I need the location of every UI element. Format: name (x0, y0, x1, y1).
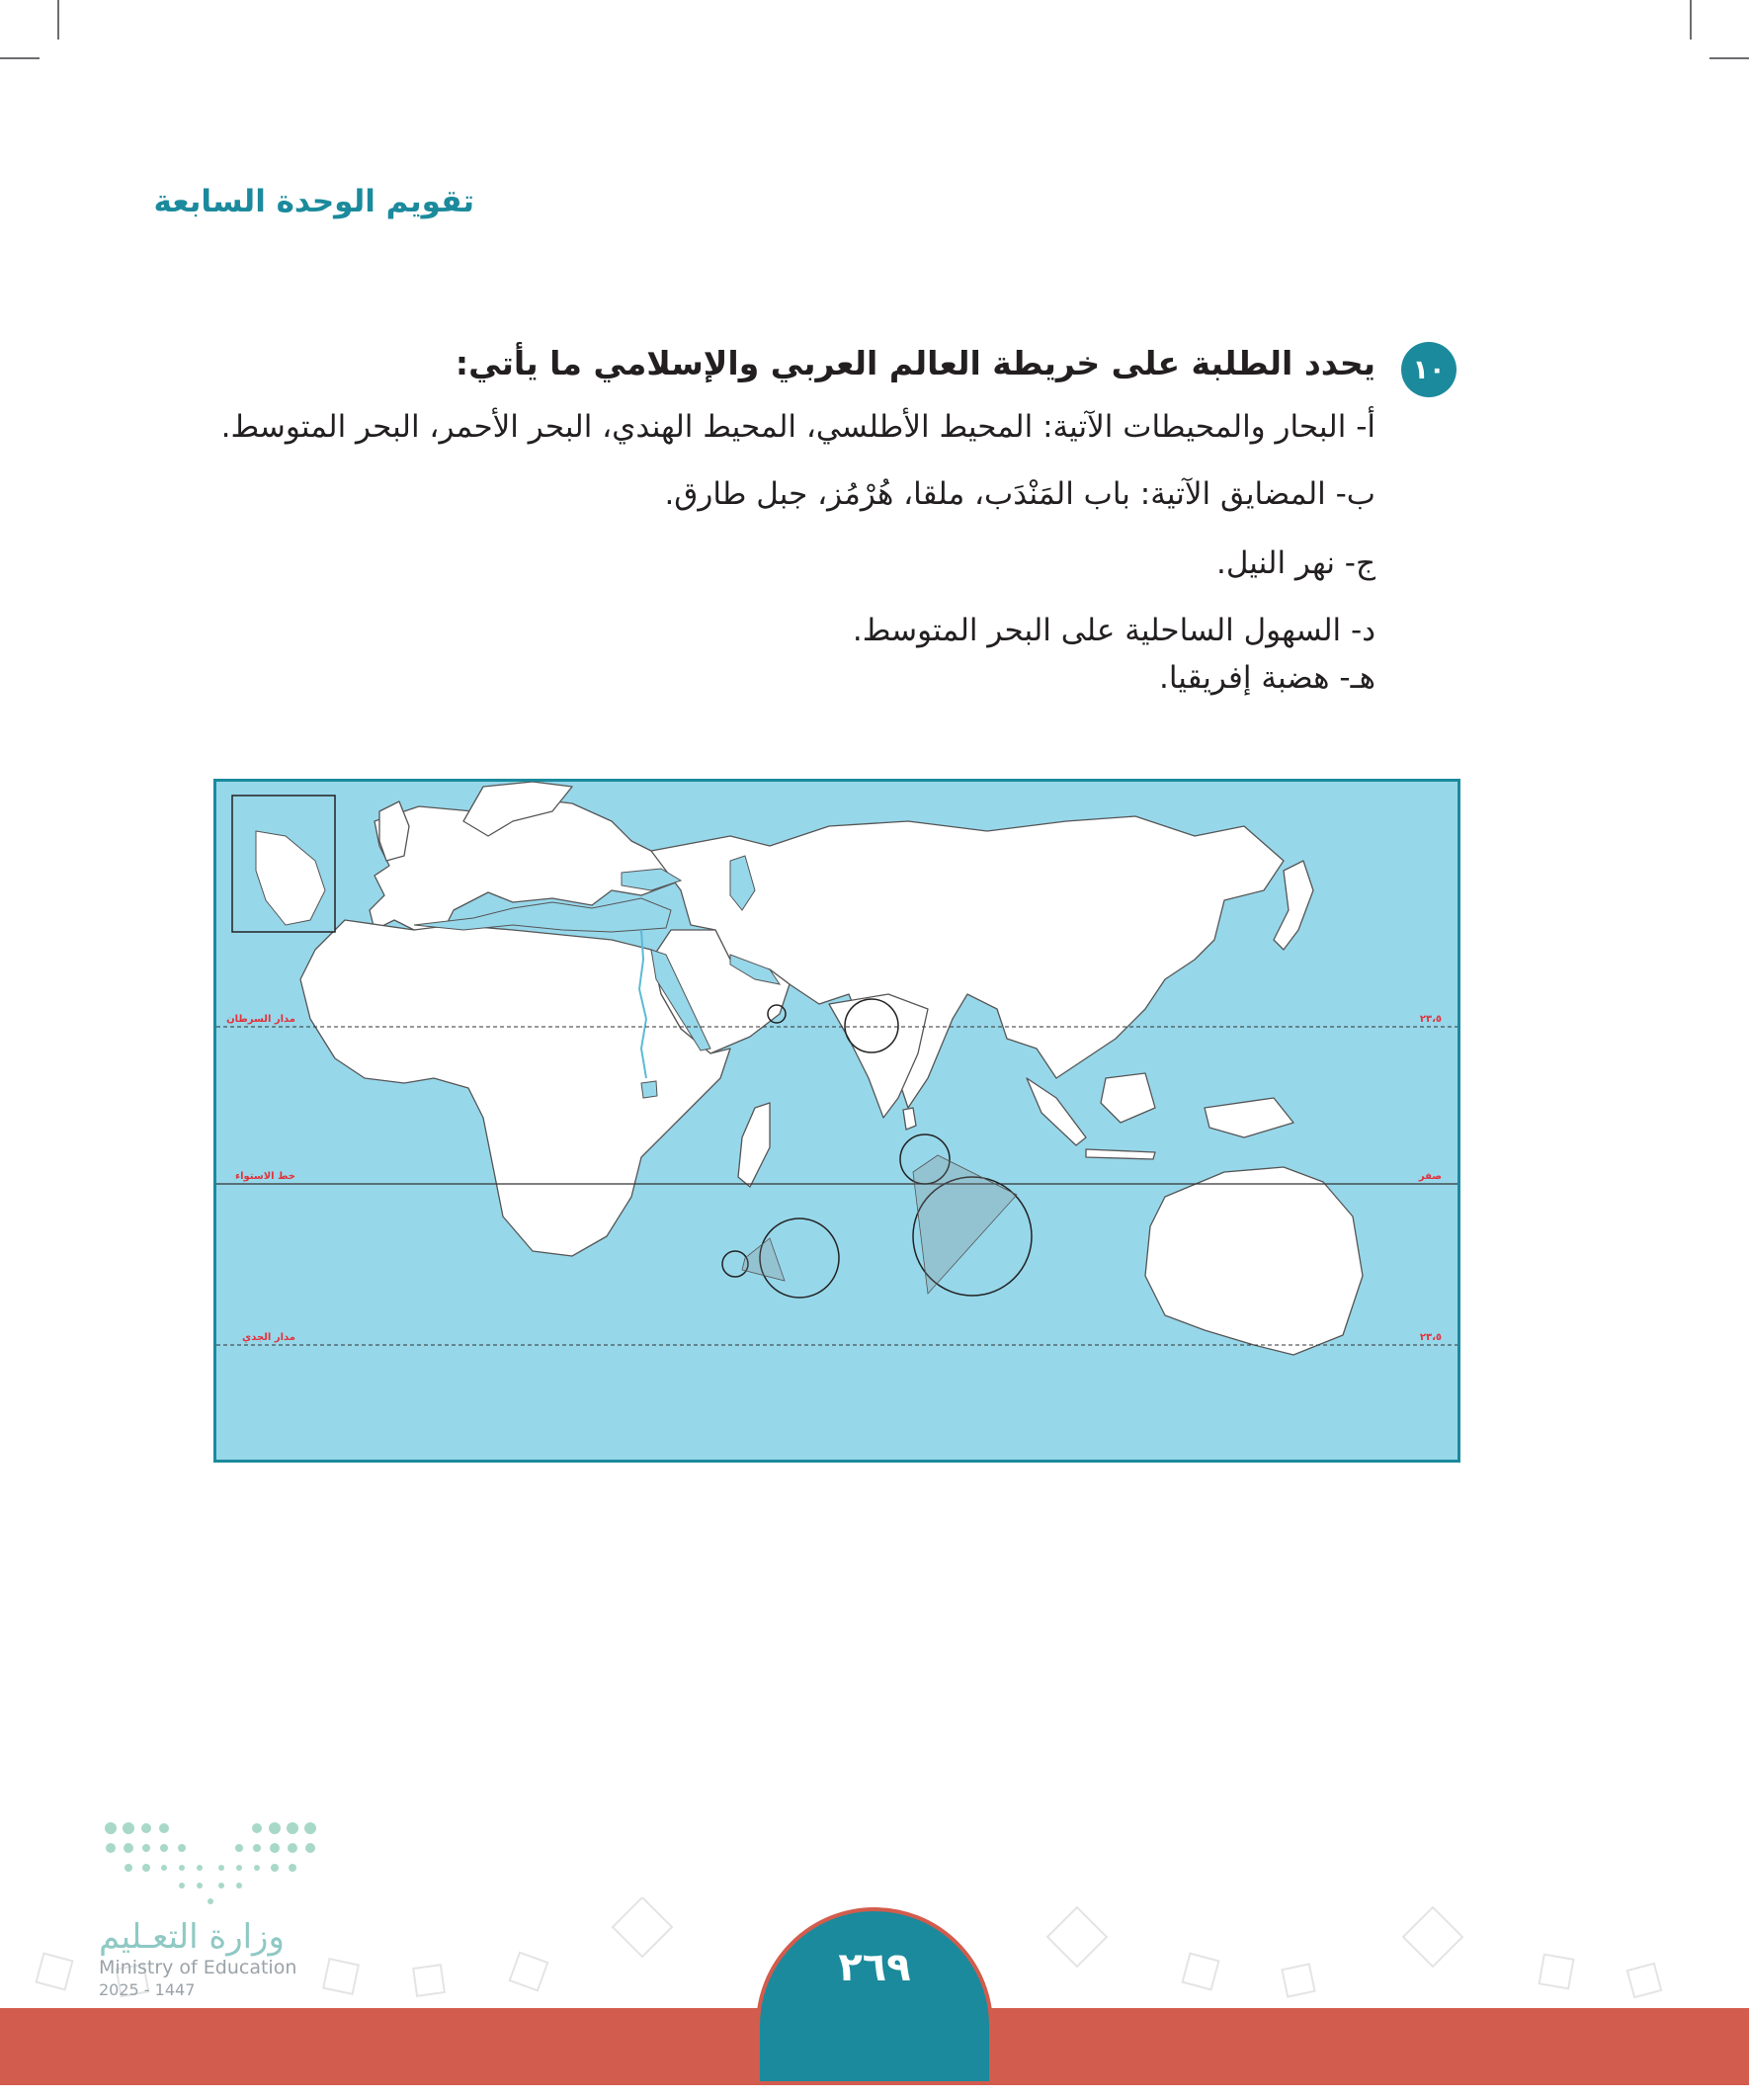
japan-land (1274, 861, 1313, 950)
question-heading: يحدد الطلبة على خريطة العالم العربي والإسلامي ما يأتي: (455, 344, 1375, 382)
cancer-value: ٢٣،٥ (1419, 1014, 1442, 1025)
map-svg (216, 782, 1458, 1460)
britain-land (379, 801, 409, 861)
australia-land (1145, 1167, 1363, 1355)
java-land (1086, 1149, 1155, 1159)
zoom-cone-comoros (742, 1238, 785, 1281)
ministry-logo-dots (99, 1818, 326, 1917)
zoom-cone-maldives (913, 1155, 1017, 1294)
question-item-d: د- السهول الساحلية على البحر المتوسط. (852, 613, 1375, 648)
unit-title: تقويم الوحدة السابعة (153, 184, 474, 219)
blank-world-map (213, 779, 1460, 1463)
ministry-name-arabic: وزارة التعـليم (99, 1917, 285, 1957)
cancer-label: مدار السرطان (226, 1014, 295, 1025)
madagascar-land (738, 1103, 770, 1187)
sumatra-land (1027, 1078, 1086, 1145)
ministry-year: 2025 - 1447 (99, 1980, 196, 1999)
question-item-b: ب- المضايق الآتية: باب المَنْدَب، ملقا، هُرْمُز، جبل طارق. (664, 476, 1375, 512)
capricorn-value: ٢٣،٥ (1419, 1332, 1442, 1343)
question-item-a: أ- البحار والمحيطات الآتية: المحيط الأطلسي، المحيط الهندي، البحر الأحمر، البحر المتوسط. (220, 409, 1375, 445)
crop-mark (1709, 57, 1749, 59)
crop-mark (0, 57, 40, 59)
page-number: ٢٦٩ (838, 1945, 911, 1990)
zoom-cones (742, 1155, 1017, 1294)
srilanka-land (903, 1108, 916, 1130)
question-number-badge: ١٠ (1401, 342, 1457, 397)
crop-mark (57, 0, 59, 40)
question-item-c: ج- نهر النيل. (1215, 546, 1375, 581)
newguinea-land (1205, 1098, 1293, 1137)
crop-mark (1690, 0, 1692, 40)
capricorn-label: مدار الجدي (242, 1332, 295, 1343)
equator-value: صفر (1418, 1171, 1442, 1182)
question-item-e: هـ- هضبة إفريقيا. (1158, 660, 1375, 696)
landmasses (300, 782, 1363, 1355)
lake-victoria (641, 1081, 657, 1098)
equator-label: خط الاستواء (235, 1171, 295, 1182)
ministry-name-english: Ministry of Education (99, 1957, 297, 1978)
borneo-land (1101, 1073, 1155, 1123)
